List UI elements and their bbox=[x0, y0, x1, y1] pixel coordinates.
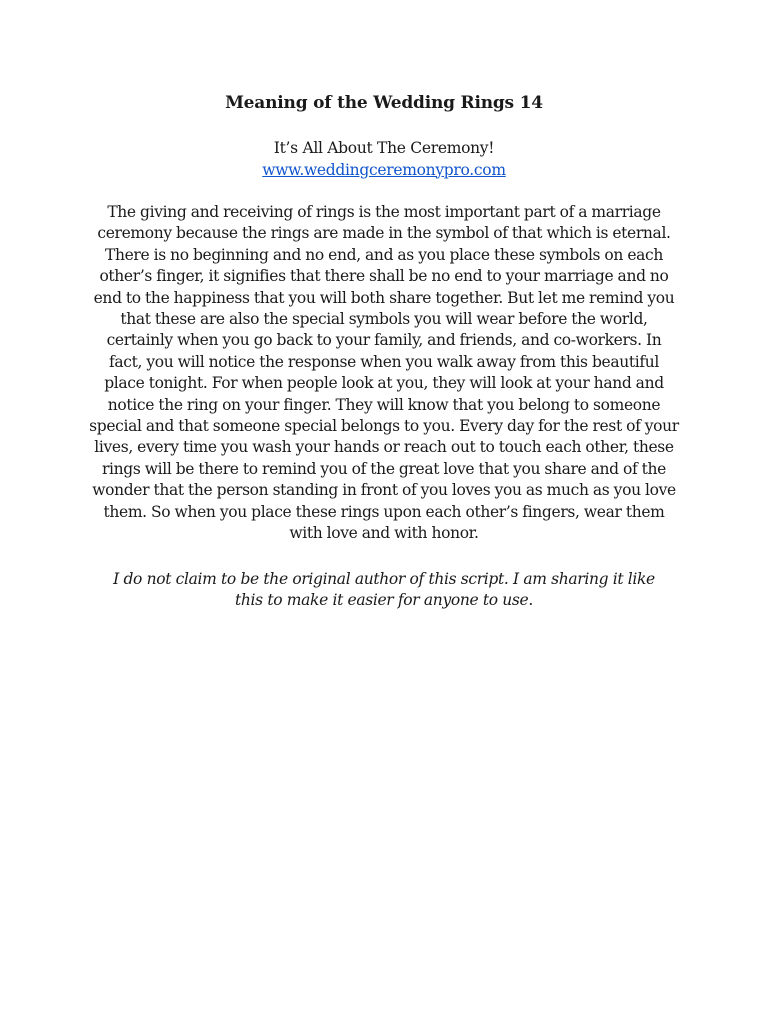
ring-ceremony-paragraph: The giving and receiving of rings is the most important part of a marriage ceremony because the rings are made in the symbol of that which is eternal. There is no beginning and no end, and as you place these symbols on each other’s finger, it signifies that there shall be no end to your marriage and no end to the happiness that you will both share together. But let me remind you that these are also the special symbols you will wear before the world, certainly when you go back to your family, and friends, and co-workers. In fact, you will notice the response when you walk away from this beautiful place tonight. For when people look at you, they will look at your hand and notice the ring on your finger. They will know that you belong to someone special and that someone special belongs to you. Every day for the rest of your lives, every time you wash your hands or reach out to touch each other, these rings will be there to remind you of the great love that you share and of the wonder that the person standing in front of you loves you as much as you love them. So when you place these rings upon each other’s fingers, wear them with love and with honor. bbox=[89, 203, 679, 543]
document-page bbox=[88, 90, 680, 612]
website-link[interactable]: www.weddingceremonypro.com bbox=[262, 160, 506, 179]
document-title: Meaning of the Wedding Rings 14 bbox=[225, 93, 543, 113]
tagline: It’s All About The Ceremony! bbox=[273, 139, 495, 157]
disclaimer-note: I do not claim to be the original author of this script. I am sharing it like this to make it easier for anyone to use. bbox=[113, 569, 655, 609]
